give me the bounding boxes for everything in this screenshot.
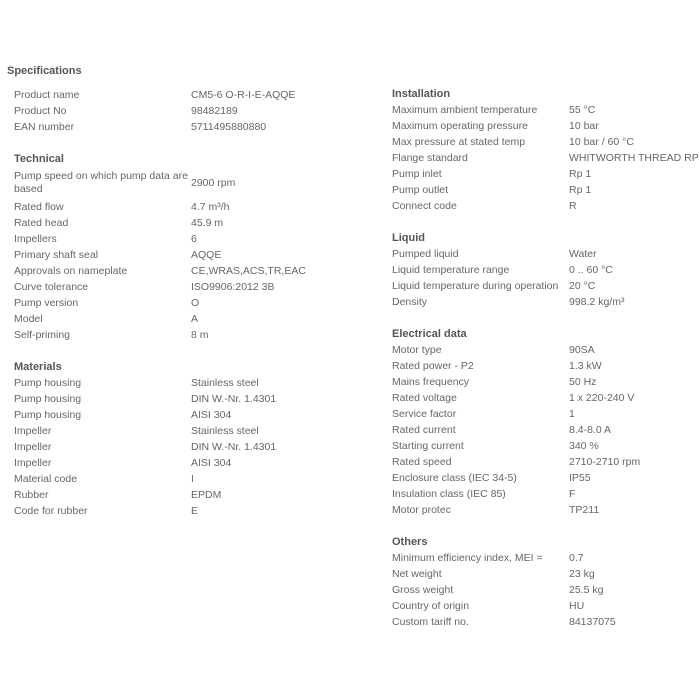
spec-row <box>392 374 700 390</box>
spec-value: Rp 1 <box>569 183 592 196</box>
spec-row <box>392 246 700 262</box>
spec-label: Enclosure class (IEC 34-5) <box>392 471 517 484</box>
spec-value: IP55 <box>569 471 591 484</box>
section-title: Others <box>392 536 428 548</box>
spec-row <box>14 279 354 295</box>
section-title: Materials <box>14 361 62 373</box>
spec-row <box>392 614 700 630</box>
spec-row <box>392 438 700 454</box>
spec-value: ISO9906:2012 3B <box>191 280 275 293</box>
left-column <box>14 87 354 535</box>
spec-row <box>14 503 354 519</box>
spec-row <box>392 182 700 198</box>
spec-row <box>392 294 700 310</box>
section-title: Technical <box>14 153 64 165</box>
spec-row <box>392 134 700 150</box>
spec-label: Custom tariff no. <box>392 615 469 628</box>
spec-label: Starting current <box>392 439 464 452</box>
spec-label: Rated power - P2 <box>392 359 474 372</box>
spec-value: I <box>191 472 194 485</box>
spec-label: Net weight <box>392 567 442 580</box>
spec-value: Rp 1 <box>569 167 592 180</box>
spec-label: Rated head <box>14 216 69 229</box>
spec-row <box>14 375 354 391</box>
spec-row <box>392 342 700 358</box>
spec-label: Pump housing <box>14 376 82 389</box>
spec-row <box>392 454 700 470</box>
spec-value: R <box>569 199 577 212</box>
spec-row <box>392 550 700 566</box>
spec-label: Model <box>14 312 43 325</box>
spec-label: Pump version <box>14 296 79 309</box>
spec-row <box>14 199 354 215</box>
spec-label: Pump outlet <box>392 183 449 196</box>
spec-row <box>392 566 700 582</box>
spec-value: 1 <box>569 407 575 420</box>
spec-value: 1 x 220-240 V <box>569 391 635 404</box>
spec-label: Connect code <box>392 199 457 212</box>
section-title: Electrical data <box>392 328 467 340</box>
spec-label: Approvals on nameplate <box>14 264 128 277</box>
spec-value: DIN W.-Nr. 1.4301 <box>191 440 277 453</box>
spec-row <box>392 102 700 118</box>
spec-label: Primary shaft seal <box>14 248 99 261</box>
spec-row <box>14 87 354 103</box>
spec-label: Curve tolerance <box>14 280 89 293</box>
spec-label: Service factor <box>392 407 457 420</box>
spec-row <box>392 118 700 134</box>
spec-label: Pumped liquid <box>392 247 459 260</box>
spec-value: Water <box>569 247 597 260</box>
spec-value: AISI 304 <box>191 456 232 469</box>
spec-label: Flange standard <box>392 151 468 164</box>
spec-label: Pump speed on which pump data are based <box>14 170 188 195</box>
spec-label: Code for rubber <box>14 504 88 517</box>
spec-row <box>392 598 700 614</box>
spec-label: Maximum operating pressure <box>392 119 528 132</box>
spec-label: Insulation class (IEC 85) <box>392 487 506 500</box>
spec-label: Pump housing <box>14 408 82 421</box>
spec-row <box>392 358 700 374</box>
spec-label: Impeller <box>14 424 52 437</box>
spec-label: Impellers <box>14 232 57 245</box>
spec-row <box>14 231 354 247</box>
spec-row <box>14 167 354 199</box>
spec-value: 8.4-8.0 A <box>569 423 612 436</box>
spec-row <box>14 263 354 279</box>
spec-label: Impeller <box>14 440 52 453</box>
spec-value: A <box>191 312 199 325</box>
spec-value: EPDM <box>191 488 222 501</box>
spec-value: 340 % <box>569 439 599 452</box>
spec-value: CE,WRAS,ACS,TR,EAC <box>191 264 306 277</box>
spec-value: 50 Hz <box>569 375 597 388</box>
spec-label: Gross weight <box>392 583 454 596</box>
spec-row <box>14 407 354 423</box>
spec-label: Maximum ambient temperature <box>392 103 538 116</box>
spec-row <box>14 327 354 343</box>
spec-label: Rated speed <box>392 455 452 468</box>
technical-section <box>14 151 354 343</box>
spec-row <box>14 311 354 327</box>
spec-label: Material code <box>14 472 78 485</box>
spec-label: EAN number <box>14 120 75 133</box>
spec-value: 45.9 m <box>191 216 224 229</box>
spec-row <box>14 455 354 471</box>
spec-value: 998.2 kg/m³ <box>569 295 625 308</box>
spec-row <box>392 502 700 518</box>
spec-label: Rated flow <box>14 200 64 213</box>
spec-value: DIN W.-Nr. 1.4301 <box>191 392 277 405</box>
spec-label: Impeller <box>14 456 52 469</box>
spec-value: AISI 304 <box>191 408 232 421</box>
spec-value: 6 <box>191 232 197 245</box>
spec-label: Rated current <box>392 423 456 436</box>
spec-label: Pump housing <box>14 392 82 405</box>
spec-row <box>392 150 700 166</box>
spec-label: Country of origin <box>392 599 470 612</box>
spec-row <box>392 390 700 406</box>
spec-label: Mains frequency <box>392 375 470 388</box>
product-info-section <box>14 87 354 135</box>
spec-row <box>14 295 354 311</box>
spec-row <box>392 278 700 294</box>
spec-value: WHITWORTH THREAD RP <box>569 151 699 164</box>
spec-row <box>392 422 700 438</box>
spec-row <box>392 486 700 502</box>
spec-value: 20 °C <box>569 279 596 292</box>
spec-value: 25.5 kg <box>569 583 604 596</box>
spec-row <box>392 166 700 182</box>
spec-value: 10 bar <box>569 119 599 132</box>
spec-label: Product No <box>14 104 67 117</box>
spec-value: Stainless steel <box>191 376 259 389</box>
spec-value: 5711495880880 <box>191 120 267 133</box>
section-title: Liquid <box>392 232 425 244</box>
spec-row <box>392 582 700 598</box>
spec-row <box>14 487 354 503</box>
electrical-data-section <box>392 326 700 518</box>
spec-value: 0.7 <box>569 551 584 564</box>
spec-value: 0 .. 60 °C <box>569 263 613 276</box>
spec-value: CM5-6 O-R-I-E-AQQE <box>191 88 296 101</box>
spec-value: 98482189 <box>191 104 238 117</box>
spec-row <box>14 103 354 119</box>
spec-label: Self-priming <box>14 328 71 341</box>
spec-value: HU <box>569 599 585 612</box>
spec-row <box>14 423 354 439</box>
spec-row <box>14 247 354 263</box>
spec-label: Minimum efficiency index, MEI = <box>392 551 543 564</box>
others-section <box>392 534 700 630</box>
spec-label: Rubber <box>14 488 49 501</box>
right-column <box>392 86 700 646</box>
spec-value: F <box>569 487 576 500</box>
spec-row <box>14 439 354 455</box>
spec-label: Product name <box>14 88 80 101</box>
spec-label: Liquid temperature during operation <box>392 279 559 292</box>
spec-row <box>392 198 700 214</box>
spec-row <box>392 470 700 486</box>
spec-label: Density <box>392 295 428 308</box>
spec-label: Pump inlet <box>392 167 442 180</box>
spec-value: 2900 rpm <box>191 176 236 189</box>
spec-value: O <box>191 296 200 309</box>
spec-value: 8 m <box>191 328 209 341</box>
installation-section <box>392 86 700 214</box>
spec-value: 2710-2710 rpm <box>569 455 641 468</box>
liquid-section <box>392 230 700 310</box>
page-title: Specifications <box>7 65 82 77</box>
section-title: Installation <box>392 88 451 100</box>
spec-value: 90SA <box>569 343 595 356</box>
spec-row <box>14 215 354 231</box>
spec-row <box>14 391 354 407</box>
spec-label: Motor type <box>392 343 442 356</box>
spec-label: Max pressure at stated temp <box>392 135 526 148</box>
spec-value: E <box>191 504 199 517</box>
spec-label: Rated voltage <box>392 391 457 404</box>
spec-label: Motor protec <box>392 503 451 516</box>
spec-row <box>14 119 354 135</box>
spec-row <box>392 262 700 278</box>
materials-section <box>14 359 354 519</box>
spec-label: Liquid temperature range <box>392 263 510 276</box>
spec-row <box>392 406 700 422</box>
spec-value: Stainless steel <box>191 424 259 437</box>
spec-row <box>14 471 354 487</box>
spec-value: 4.7 m³/h <box>191 200 230 213</box>
spec-value: TP211 <box>569 503 600 516</box>
spec-value: AQQE <box>191 248 222 261</box>
spec-value: 84137075 <box>569 615 616 628</box>
spec-value: 23 kg <box>569 567 595 580</box>
spec-value: 1.3 kW <box>569 359 602 372</box>
spec-value: 55 °C <box>569 103 596 116</box>
spec-value: 10 bar / 60 °C <box>569 135 634 148</box>
